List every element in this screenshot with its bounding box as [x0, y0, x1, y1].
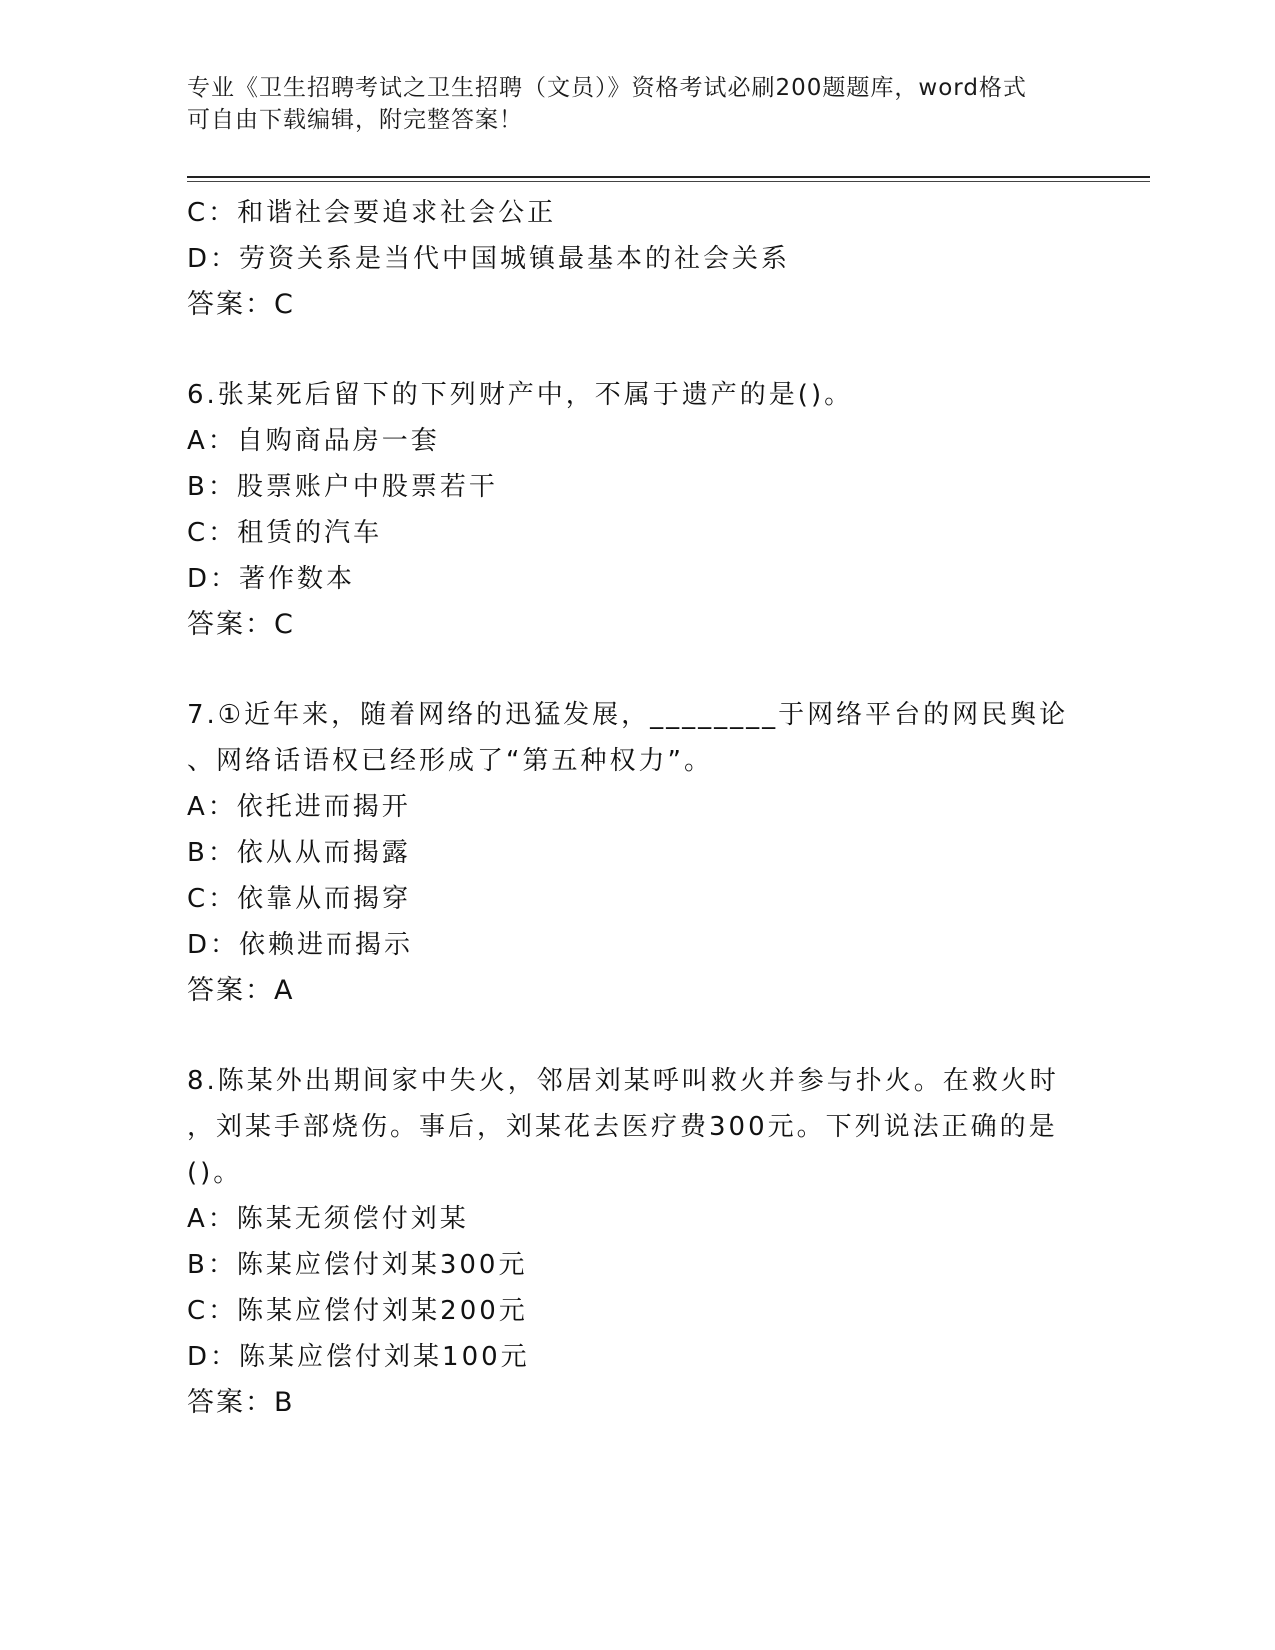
option-a: A：陈某无须偿付刘某 [187, 1204, 469, 1234]
document-header [187, 72, 1087, 136]
question-text-line-3: ()。 [187, 1158, 243, 1188]
question-6 [187, 372, 1087, 648]
question-text-line-2: 、网络话语权已经形成了“第五种权力”。 [187, 746, 713, 776]
question-text-line-1: 7.①近年来，随着网络的迅猛发展，________于网络平台的网民舆论 [187, 700, 1069, 730]
answer: 答案：C [187, 289, 295, 320]
answer: 答案：A [187, 975, 295, 1006]
option-b: B：陈某应偿付刘某300元 [187, 1250, 528, 1280]
option-c: C：租赁的汽车 [187, 518, 383, 548]
option-d: D：劳资关系是当代中国城镇最基本的社会关系 [187, 244, 791, 274]
option-c: C：依靠从而揭穿 [187, 884, 412, 914]
option-d: D：陈某应偿付刘某100元 [187, 1342, 530, 1372]
question-text-line-1: 8.陈某外出期间家中失火，邻居刘某呼叫救火并参与扑火。在救火时 [187, 1066, 1059, 1096]
question-text-line-2: ，刘某手部烧伤。事后，刘某花去医疗费300元。下列说法正确的是 [187, 1112, 1058, 1142]
question-list [187, 190, 1087, 1470]
question-7 [187, 692, 1087, 1014]
option-b: B：股票账户中股票若干 [187, 472, 498, 502]
question-8 [187, 1058, 1087, 1426]
option-d: D：依赖进而揭示 [187, 930, 414, 960]
question-text: 6.张某死后留下的下列财产中，不属于遗产的是()。 [187, 380, 854, 410]
answer: 答案：B [187, 1387, 295, 1418]
answer: 答案：C [187, 609, 295, 640]
option-b: B：依从从而揭露 [187, 838, 411, 868]
option-c: C：陈某应偿付刘某200元 [187, 1296, 528, 1326]
option-d: D：著作数本 [187, 564, 356, 594]
header-divider-thick [187, 176, 1150, 178]
option-a: A：依托进而揭开 [187, 792, 411, 822]
header-line-2: 可自由下载编辑，附完整答案！ [187, 107, 523, 133]
header-divider-thin [187, 181, 1150, 182]
option-c: C：和谐社会要追求社会公正 [187, 198, 557, 228]
option-a: A：自购商品房一套 [187, 426, 440, 456]
question-5 [187, 190, 1087, 328]
header-line-1: 专业《卫生招聘考试之卫生招聘（文员）》资格考试必刷200题题库，word格式 [187, 75, 1027, 101]
